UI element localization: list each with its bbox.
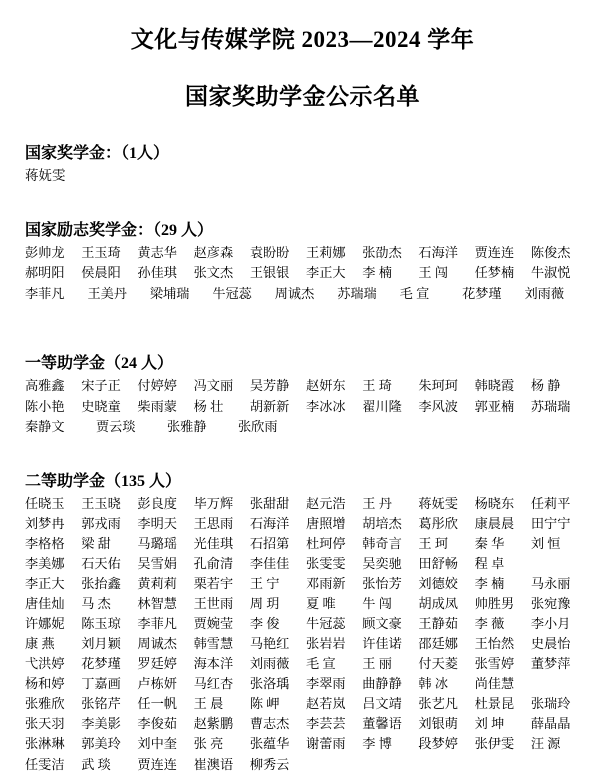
name-cell: 彭良度 — [137, 495, 177, 511]
name-cell: 田宁宁 — [530, 515, 571, 531]
name-cell: 贾连连 — [137, 756, 177, 772]
section-heading: 国家励志奖学金：（29 人） — [25, 222, 214, 240]
name-cell: 史晓童 — [81, 398, 121, 414]
name-cell: 郭美玲 — [81, 736, 121, 752]
name-cell: 李美影 — [81, 716, 121, 732]
name-cell: 曹志杰 — [249, 716, 290, 732]
name-cell: 夏 唯 — [306, 596, 336, 612]
name-cell: 黄莉莉 — [137, 575, 177, 591]
name-cell: 石海洋 — [249, 515, 290, 531]
name-cell — [531, 674, 587, 694]
name-cell: 李俊茹 — [137, 716, 177, 732]
name-cell: 贾婉莹 — [193, 616, 234, 632]
name-cell: 光佳琪 — [193, 535, 234, 551]
name-cell: 蒋妩雯 — [418, 495, 458, 511]
name-cell: 王 丹 — [362, 495, 392, 511]
name-cell: 王 珂 — [418, 535, 449, 551]
name-cell: 张劭杰 — [362, 245, 402, 261]
name-cell: 张雪婷 — [474, 656, 515, 672]
name-cell: 周诚杰 — [274, 285, 315, 301]
name-cell: 蒋妩雯 — [25, 168, 66, 184]
name-cell: 付天菱 — [418, 656, 458, 672]
name-cell: 张淋琳 — [25, 736, 65, 752]
name-cell: 张怡芳 — [362, 575, 402, 591]
name-cell: 张甜甜 — [249, 495, 290, 511]
name-cell: 孔俞清 — [193, 555, 234, 571]
name-row — [25, 614, 587, 634]
name-cell: 张蕴华 — [249, 736, 290, 752]
name-row — [25, 514, 587, 534]
name-cell: 李美娜 — [25, 555, 65, 571]
name-cell: 罗廷婷 — [137, 656, 177, 672]
page-title — [18, 24, 587, 112]
name-cell: 韩晓霞 — [474, 378, 515, 394]
name-row — [25, 534, 587, 554]
name-cell: 栗若宇 — [193, 575, 234, 591]
name-cell: 王世雨 — [193, 596, 234, 612]
name-row — [25, 417, 587, 437]
name-cell: 李正大 — [306, 265, 346, 281]
name-cell: 王玉晓 — [81, 495, 121, 511]
name-cell: 王银银 — [249, 265, 290, 281]
name-cell: 任梦楠 — [474, 265, 515, 281]
name-cell: 柳秀云 — [249, 756, 290, 772]
name-cell: 彭帅龙 — [25, 245, 65, 261]
name-cell: 贾云琰 — [96, 419, 136, 435]
name-cell: 赵若岚 — [306, 696, 346, 712]
section-second-class-grant — [18, 468, 587, 775]
name-cell: 朱珂珂 — [418, 378, 458, 394]
name-cell: 毛 宣 — [399, 285, 430, 301]
name-cell: 刘德姣 — [418, 575, 458, 591]
name-cell: 侯晨阳 — [81, 265, 121, 281]
name-cell: 石天佑 — [81, 555, 121, 571]
name-cell: 陈俊杰 — [530, 245, 571, 261]
name-cell: 陈 岬 — [249, 696, 280, 712]
name-cell: 谢蕾雨 — [306, 736, 346, 752]
name-cell: 王 丽 — [362, 656, 392, 672]
name-cell: 郝明阳 — [25, 265, 65, 281]
name-cell: 王美丹 — [87, 285, 127, 301]
name-cell: 任莉平 — [530, 495, 571, 511]
name-cell: 马艳红 — [249, 636, 290, 652]
name-cell: 唐照增 — [306, 515, 346, 531]
name-cell: 马 杰 — [81, 596, 111, 612]
name-cell: 汪 源 — [530, 736, 561, 752]
section-heading: 国家奖学金：（1人） — [25, 145, 170, 163]
name-cell: 马璐瑶 — [137, 535, 177, 551]
name-row — [25, 694, 587, 714]
name-cell: 吴奕驰 — [362, 555, 402, 571]
name-cell: 周 玥 — [249, 596, 280, 612]
name-cell: 任一帆 — [137, 696, 177, 712]
name-cell: 刘 恒 — [530, 535, 561, 551]
name-cell: 苏瑞瑞 — [530, 398, 571, 414]
name-cell: 赵妍东 — [306, 378, 346, 394]
name-cell: 张雯雯 — [306, 555, 346, 571]
name-cell: 李 楠 — [362, 265, 392, 281]
name-cell: 程 卓 — [474, 555, 505, 571]
name-cell — [531, 554, 587, 574]
name-cell: 张雅欣 — [25, 696, 65, 712]
name-cell: 崔澳语 — [193, 756, 234, 772]
name-cell: 花梦瑾 — [462, 285, 502, 301]
name-cell: 李明天 — [137, 515, 177, 531]
name-cell: 牛淑悦 — [530, 265, 571, 281]
name-cell: 翟川隆 — [362, 398, 402, 414]
name-cell: 袁盼盼 — [249, 245, 290, 261]
name-cell: 李 楠 — [474, 575, 505, 591]
name-cell — [362, 755, 418, 775]
name-cell — [306, 755, 362, 775]
name-cell: 黄志华 — [137, 245, 177, 261]
name-cell: 石招第 — [249, 535, 290, 551]
section-national-motivational-scholarship — [18, 217, 587, 304]
name-row — [25, 243, 587, 263]
name-row — [25, 284, 587, 304]
name-cell: 李冰冰 — [306, 398, 346, 414]
name-list-national-motivational-scholarship — [18, 243, 587, 304]
name-cell: 田舒畅 — [418, 555, 458, 571]
name-cell: 段梦婷 — [418, 736, 458, 752]
name-cell: 毕万辉 — [193, 495, 234, 511]
name-cell: 胡培杰 — [362, 515, 402, 531]
name-cell: 王莉娜 — [306, 245, 346, 261]
name-row — [25, 494, 587, 514]
name-cell — [531, 755, 587, 775]
name-cell: 杜景昆 — [474, 696, 515, 712]
name-cell: 王 晨 — [193, 696, 224, 712]
name-row — [25, 714, 587, 734]
name-cell: 李正大 — [25, 575, 65, 591]
name-cell: 马永丽 — [530, 575, 571, 591]
name-list-first-class-grant — [18, 376, 587, 437]
name-cell: 李格格 — [25, 535, 65, 551]
name-cell: 任雯洁 — [25, 756, 65, 772]
name-cell: 周诚杰 — [137, 636, 177, 652]
name-cell: 顾文豪 — [362, 616, 402, 632]
name-cell: 杨和婷 — [25, 676, 65, 692]
name-row — [25, 755, 587, 775]
name-cell: 张天羽 — [25, 716, 65, 732]
name-cell: 杜珂停 — [306, 535, 346, 551]
name-cell: 吕文靖 — [362, 696, 402, 712]
section-heading: 二等助学金（135 人） — [25, 472, 182, 490]
name-cell: 康晨晨 — [474, 515, 515, 531]
name-cell: 李翠雨 — [306, 676, 346, 692]
name-cell: 贾连连 — [474, 245, 515, 261]
name-cell: 石海洋 — [418, 245, 458, 261]
name-cell: 毛 宣 — [306, 656, 336, 672]
name-row — [25, 166, 587, 187]
name-cell: 花梦瑾 — [81, 656, 121, 672]
name-cell: 牛冠蕊 — [306, 616, 346, 632]
name-cell: 许娜妮 — [25, 616, 65, 632]
name-cell: 郭亚楠 — [474, 398, 515, 414]
name-cell: 杨晓东 — [474, 495, 515, 511]
name-cell: 冯文丽 — [193, 378, 234, 394]
name-cell: 李 博 — [362, 736, 392, 752]
name-cell: 马红杏 — [193, 676, 234, 692]
name-cell: 海本洋 — [193, 656, 234, 672]
name-cell: 胡成凤 — [418, 596, 458, 612]
name-cell: 孙佳琪 — [137, 265, 177, 281]
name-cell: 王 宁 — [249, 575, 280, 591]
name-cell: 张洛瑀 — [249, 676, 290, 692]
name-cell: 牛冠蕊 — [212, 285, 252, 301]
name-cell: 李菲凡 — [25, 285, 65, 301]
name-row — [25, 554, 587, 574]
name-cell: 赵紫鹏 — [193, 716, 234, 732]
name-cell — [475, 755, 531, 775]
name-cell: 赵彦森 — [193, 245, 234, 261]
section-first-class-grant — [18, 350, 587, 437]
name-cell: 刘 坤 — [474, 716, 505, 732]
section-heading: 一等助学金（24 人） — [25, 355, 174, 373]
name-row — [25, 594, 587, 614]
name-cell: 高雅鑫 — [25, 378, 65, 394]
name-cell: 胡新新 — [249, 398, 290, 414]
name-row — [25, 734, 587, 754]
name-cell: 秦 华 — [474, 535, 505, 551]
name-cell: 牛 闯 — [362, 596, 392, 612]
name-cell: 张欣雨 — [238, 419, 278, 435]
name-cell: 杨 静 — [530, 378, 561, 394]
name-cell: 陈玉琼 — [81, 616, 121, 632]
name-cell — [418, 755, 474, 775]
name-cell: 帅胜男 — [474, 596, 515, 612]
name-cell: 韩奇言 — [362, 535, 402, 551]
name-cell: 刘雨薇 — [524, 285, 565, 301]
name-cell: 王 琦 — [362, 378, 392, 394]
name-cell: 张文杰 — [193, 265, 234, 281]
name-cell: 吴芳静 — [249, 378, 290, 394]
name-cell: 李风波 — [418, 398, 458, 414]
name-cell: 张瑞玲 — [530, 696, 571, 712]
name-list-national-scholarship — [18, 166, 587, 187]
name-cell: 武 琰 — [81, 756, 111, 772]
name-cell: 弋洪婷 — [25, 656, 65, 672]
name-cell: 王静茹 — [418, 616, 458, 632]
name-cell: 张抬鑫 — [81, 575, 121, 591]
name-cell: 刘雨薇 — [249, 656, 290, 672]
name-cell: 邓雨新 — [306, 575, 346, 591]
name-cell: 李小月 — [530, 616, 571, 632]
name-cell: 赵元浩 — [306, 495, 346, 511]
name-cell: 林智慧 — [137, 596, 177, 612]
name-cell: 付婷婷 — [137, 378, 177, 394]
name-row — [25, 263, 587, 283]
name-cell: 曲静静 — [362, 676, 402, 692]
name-cell: 刘梦冉 — [25, 515, 65, 531]
name-cell: 李菲凡 — [137, 616, 177, 632]
name-cell: 刘中奎 — [137, 736, 177, 752]
name-cell: 刘银萌 — [418, 716, 458, 732]
name-cell: 史晨怡 — [530, 636, 571, 652]
name-cell: 李佳佳 — [249, 555, 290, 571]
name-cell: 秦静文 — [25, 419, 65, 435]
name-cell: 梁 甜 — [81, 535, 111, 551]
name-cell: 卢栋妍 — [137, 676, 177, 692]
name-cell: 韩 冰 — [418, 676, 449, 692]
name-row — [25, 674, 587, 694]
name-cell: 葛彤欣 — [418, 515, 458, 531]
name-cell: 张雅静 — [167, 419, 207, 435]
name-cell: 吴雪娟 — [137, 555, 177, 571]
name-cell: 柴雨蒙 — [137, 398, 177, 414]
name-cell: 刘月颖 — [81, 636, 121, 652]
name-cell: 邵廷娜 — [418, 636, 458, 652]
name-cell: 宋子正 — [81, 378, 121, 394]
name-cell: 董梦萍 — [530, 656, 571, 672]
name-cell: 丁嘉画 — [81, 676, 121, 692]
name-row — [25, 574, 587, 594]
section-national-scholarship — [18, 140, 587, 187]
name-cell: 郭戎雨 — [81, 515, 121, 531]
name-cell: 张艺凡 — [418, 696, 458, 712]
name-cell: 董馨语 — [362, 716, 402, 732]
name-cell: 杨 壮 — [193, 398, 224, 414]
name-cell: 王 闯 — [418, 265, 449, 281]
name-row — [25, 397, 587, 417]
name-cell: 康 燕 — [25, 636, 55, 652]
name-cell: 王思雨 — [193, 515, 234, 531]
name-cell: 许佳诺 — [362, 636, 402, 652]
name-cell: 李芸芸 — [306, 716, 346, 732]
name-cell: 任晓玉 — [25, 495, 65, 511]
name-cell: 陈小艳 — [25, 398, 65, 414]
name-cell: 王玉琦 — [81, 245, 121, 261]
name-cell: 梁埔瑞 — [149, 285, 190, 301]
name-row — [25, 376, 587, 396]
name-cell: 薛晶晶 — [530, 716, 571, 732]
name-row — [25, 634, 587, 654]
name-cell: 韩雪慧 — [193, 636, 234, 652]
name-row — [25, 654, 587, 674]
name-cell: 张宛豫 — [530, 596, 571, 612]
name-cell: 张 亮 — [193, 736, 224, 752]
title-line-2: 国家奖助学金公示名单 — [185, 84, 420, 110]
name-cell: 张铭芹 — [81, 696, 121, 712]
title-line-1: 文化与传媒学院 2023—2024 学年 — [130, 27, 475, 52]
name-cell: 李 薇 — [474, 616, 505, 632]
name-cell: 尚佳慧 — [474, 676, 515, 692]
name-cell: 张伊雯 — [474, 736, 515, 752]
name-cell: 唐佳灿 — [25, 596, 65, 612]
name-cell: 张岩岩 — [306, 636, 346, 652]
name-cell: 苏瑞瑞 — [337, 285, 377, 301]
name-list-second-class-grant — [18, 494, 587, 775]
name-cell: 李 俊 — [249, 616, 280, 632]
name-cell: 王怡然 — [474, 636, 515, 652]
